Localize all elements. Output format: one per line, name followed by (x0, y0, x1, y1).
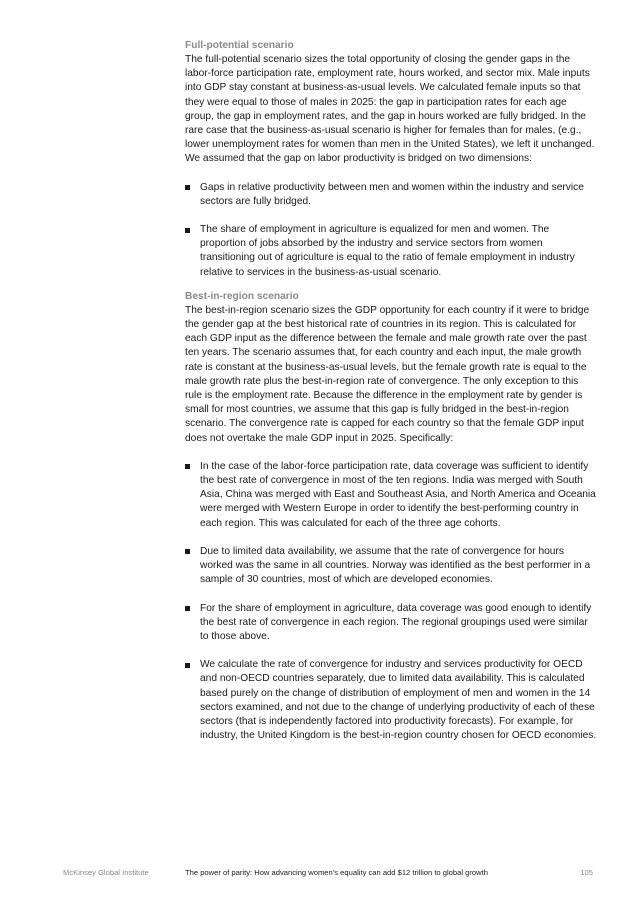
list-item (185, 545, 597, 588)
bullet-square-icon (185, 549, 190, 554)
section-heading-full-potential: Full-potential scenario (185, 40, 294, 51)
footer-publisher: McKinsey Global Institute (63, 868, 149, 877)
list-item (185, 658, 597, 743)
list-item-text: For the share of employment in agriculture, data coverage was good enough to identify the best rate of convergence in each region. The regional groupings used were similar to those above. (200, 602, 592, 642)
list-item-text: Due to limited data availability, we assume that the rate of convergence for hours worked was the same in all countries. Norway was identified as the best performer in a sample of 30 countries, most of which are developed economies. (200, 545, 591, 586)
bullet-square-icon (185, 228, 190, 233)
bullet-square-icon (185, 663, 190, 668)
paragraph-best-in-region: The best-in-region scenario sizes the GDP opportunity for each country if it were to bridge the gender gap at the best historical rate of countries in its region. This is calculated for each GDP input as the difference between the female and male growth rate over the past ten years. The scenario assumes that, for each country and each input, the male growth rate is constant at the business-as-usual levels, but the female growth rate is equal to the male growth rate plus the best-in-region rate of convergence. The only exception to this rule is the employment rate. Because the difference in the employment rate by gender is small for most countries, we assume that this gap is fully bridged in the best-in-region scenario. The convergence rate is capped for each country so that the female GDP input does not overtake the male GDP input in 2025. Specifically: (185, 304, 590, 444)
list-item (185, 223, 597, 280)
list-item (185, 181, 597, 209)
list-item (185, 602, 597, 645)
bullet-list-best-in-region (185, 460, 597, 743)
list-item (185, 460, 597, 531)
footer-report-title: The power of parity: How advancing women’s equality can add $12 trillion to global growth (185, 868, 488, 877)
section-heading-best-in-region: Best-in-region scenario (185, 290, 299, 302)
list-item-text: Gaps in relative productivity between men and women within the industry and service sectors are fully bridged. (200, 181, 584, 207)
list-item-text: The share of employment in agriculture is equalized for men and women. The proportion of jobs absorbed by the industry and service sectors from women transitioning out of agriculture is equal to the ratio of female employment in industry relative to services in the business-as-usual scenario. (200, 224, 575, 278)
bullet-list-full-potential (185, 181, 597, 280)
page-number: 105 (580, 868, 593, 877)
bullet-square-icon (185, 464, 190, 469)
list-item-text: In the case of the labor-force participation rate, data coverage was sufficient to identify the best rate of convergence in most of the ten regions. India was merged with South Asia, China was merged with East and Southeast Asia, and North America and Oceania were merged with Western Europe in order to identify the best-performing country in each region. This was calculated for each of the three age cohorts. (200, 460, 596, 529)
bullet-square-icon (185, 606, 190, 611)
paragraph-full-potential: The full-potential scenario sizes the total opportunity of closing the gender gaps in the labor-force participation rate, employment rate, hours worked, and sector mix. Male inputs into GDP stay constant at business-as-usual levels. We calculated female inputs so that they were equal to those of males in 2025: the gap in participation rates for each age group, the gap in employment rates, and the gap in hours worked are fully bridged. In the rare case that the business-as-usual scenario is higher for females than for males, (e.g., lower unemployment rates for women than men in the United States), we left it unchanged. We assumed that the gap on labor productivity is bridged on two dimensions: (185, 54, 595, 165)
bullet-square-icon (185, 185, 190, 190)
list-item-text: We calculate the rate of convergence for industry and services productivity for OECD and non-OECD countries separately, due to limited data availability. This is calculated based purely on the change of distribution of employment of men and women in the 14 sectors examined, and not due to the change of underlying productivity of each of these sectors (that is independently factored into productivity forecasts). For example, for industry, the United Kingdom is the best-in-region country chosen for OECD economies. (200, 659, 597, 742)
document-body (185, 39, 597, 743)
